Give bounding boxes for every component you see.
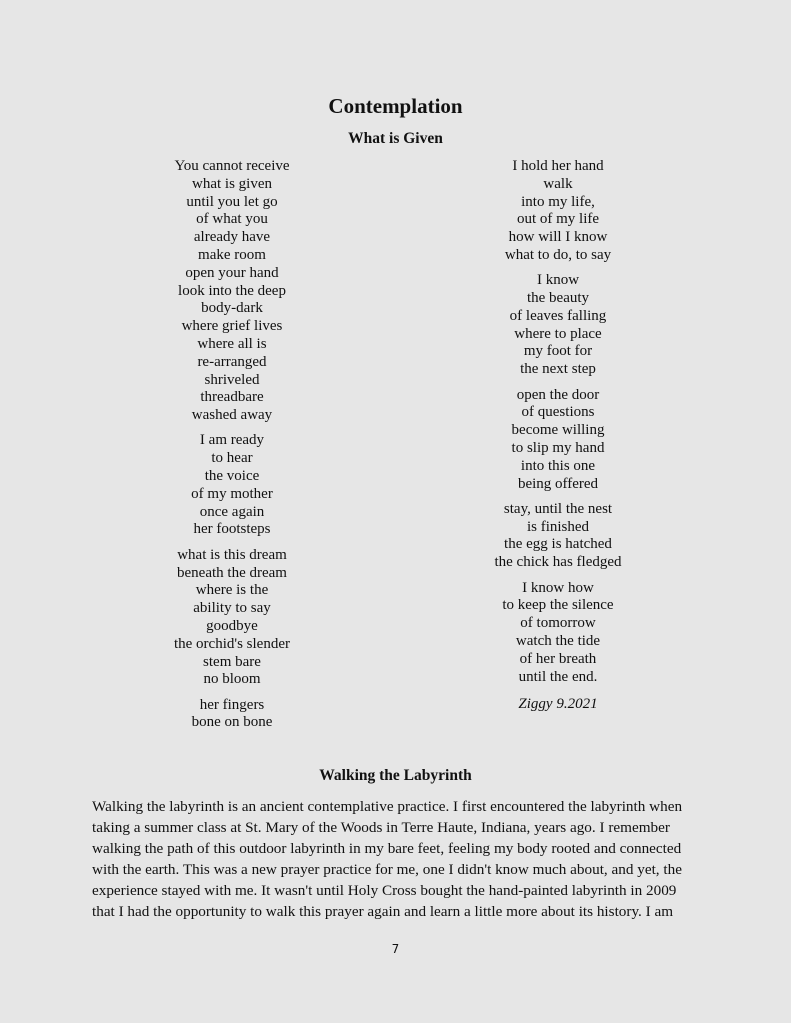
poem-line: become willing — [511, 422, 605, 439]
poem-line: where grief lives — [181, 318, 283, 335]
poem-line: where all is — [197, 335, 267, 352]
poem-line: into this one — [520, 457, 596, 474]
poem-line: of my mother — [191, 485, 273, 502]
poem-line: stay, until the nest — [503, 500, 613, 517]
poem-stanza — [102, 697, 362, 733]
poem-stanza — [428, 580, 688, 687]
poem-line: threadbare — [200, 389, 264, 406]
poem-stanza — [102, 158, 362, 425]
poem-stanza — [428, 501, 688, 572]
section-title: Walking the Labyrinth — [319, 767, 472, 784]
poem-line: beneath the dream — [177, 564, 287, 581]
poem-line: open your hand — [185, 264, 279, 281]
poem-line: You cannot receive — [174, 158, 290, 174]
poem-line: once again — [199, 503, 265, 520]
paragraph-line: that I had the opportunity to walk this prayer again and learn a little more about its history. I am — [92, 903, 674, 920]
poem-line: the egg is hatched — [504, 536, 612, 553]
poem-line: bone on bone — [191, 714, 273, 731]
poem-title: What is Given — [348, 130, 443, 147]
poem-line: to slip my hand — [511, 439, 605, 456]
poem-signature: Ziggy 9.2021 — [518, 696, 598, 713]
poem-line: of questions — [521, 404, 595, 421]
poem-line: watch the tide — [515, 632, 601, 649]
poem-line: my foot for — [523, 343, 593, 360]
poem-line: her footsteps — [193, 521, 271, 538]
poem-line: what is this dream — [177, 546, 287, 563]
paragraph-line: with the earth. This was a new prayer practice for me, one I didn't know much about, and yet, the — [92, 861, 682, 878]
paragraph-line: walking the path of this outdoor labyrinth in my bare feet, feeling my body rooted and connected — [92, 840, 682, 857]
poem-line: until the end. — [518, 668, 598, 685]
poem-line: her fingers — [199, 696, 265, 713]
poem-line: what is given — [192, 175, 272, 192]
poem-line: body-dark — [201, 300, 263, 317]
page-title: Contemplation — [328, 94, 463, 118]
poem-line: goodbye — [206, 617, 258, 634]
poem-stanza — [428, 387, 688, 494]
poem-line: the orchid's slender — [173, 635, 290, 652]
poem-line: washed away — [191, 407, 273, 424]
poem-line: make room — [198, 246, 266, 263]
poem-line: is finished — [526, 518, 590, 535]
poem-line: being offered — [517, 475, 599, 492]
poem-stanza — [428, 272, 688, 379]
poem-line: the voice — [204, 468, 260, 485]
poem-line: what to do, to say — [504, 246, 612, 263]
poem-line: I know how — [522, 579, 594, 596]
poem-line: no bloom — [203, 671, 261, 688]
poem-line: I hold her hand — [512, 158, 604, 174]
poem-line: out of my life — [516, 211, 600, 228]
poem-line: of leaves falling — [509, 307, 607, 324]
poem-line: the chick has fledged — [494, 554, 622, 571]
poem-line: of what you — [196, 211, 268, 228]
poem-line: to hear — [211, 450, 253, 467]
poem-line: I know — [536, 272, 580, 289]
poem-line: I am ready — [199, 432, 265, 449]
poem-line: until you let go — [186, 193, 278, 210]
paragraph-line: taking a summer class at St. Mary of the Woods in Terre Haute, Indiana, years ago. I remember — [92, 819, 670, 836]
poem-stanza — [102, 432, 362, 539]
poem-line: where is the — [195, 582, 269, 599]
poem-left-column — [102, 158, 362, 740]
page-number: 7 — [391, 942, 400, 956]
poem-line: into my life, — [521, 193, 595, 210]
poem-line: how will I know — [508, 229, 608, 246]
paragraph-line: experience stayed with me. It wasn't until Holy Cross bought the hand-painted labyrinth in 2009 — [92, 882, 677, 899]
poem-line: where to place — [514, 325, 602, 342]
poem-line: the beauty — [526, 290, 590, 307]
poem-line: of her breath — [519, 650, 597, 667]
poem-right-column — [428, 158, 688, 714]
poem-line: walk — [543, 175, 573, 192]
poem-line: of tomorrow — [520, 615, 596, 632]
poem-line: ability to say — [193, 600, 271, 617]
poem-line: re-arranged — [197, 353, 267, 370]
poem-line: stem bare — [203, 653, 261, 670]
body-paragraph — [92, 796, 704, 922]
paragraph-line: Walking the labyrinth is an ancient contemplative practice. I first encountered the labyrinth when — [92, 798, 683, 815]
poem-line: the next step — [520, 361, 596, 378]
poem-line: to keep the silence — [502, 597, 614, 614]
poem-line: look into the deep — [178, 282, 286, 299]
poem-stanza — [428, 158, 688, 265]
poem-line: open the door — [516, 386, 600, 403]
poem-line: shriveled — [204, 371, 260, 388]
poem-stanza — [102, 547, 362, 689]
poem-line: already have — [193, 229, 271, 246]
